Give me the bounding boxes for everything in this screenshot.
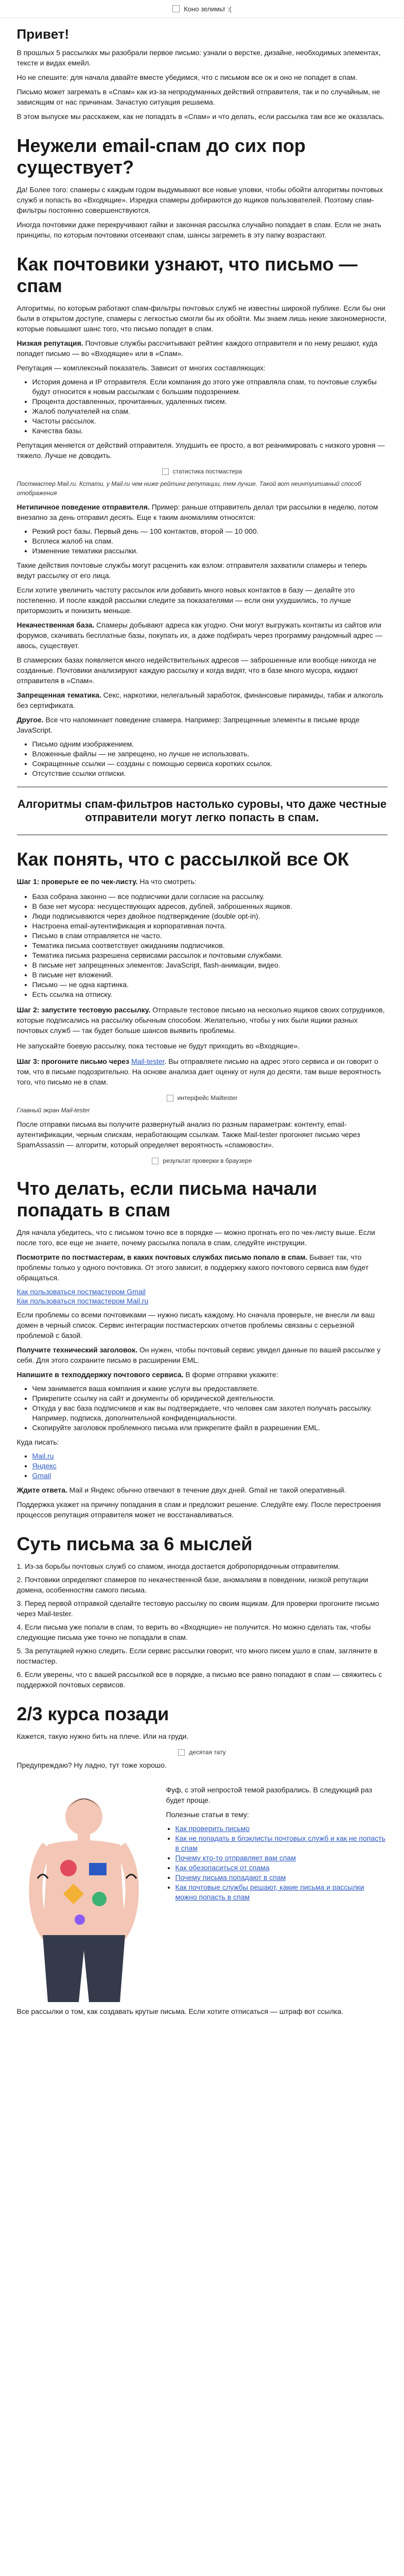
top-bar xyxy=(0,0,404,18)
text: Отправьте тестовое письмо на несколько ящиков своих сотрудников, которые подписались на рассылку обычным способом. Желательно, чтобы у них были ящики разных почтовых служб — так будет больше шансов выявить проблемы. xyxy=(16,1006,385,1035)
caption: Главный экран Mail-tester xyxy=(16,1107,90,1114)
sec2-list2 xyxy=(32,527,388,556)
intro-p4: В этом выпуске мы расскажем, как не попадать в «Спам» и что делать, если рассылка там все же оказалась. xyxy=(16,112,385,121)
lead: Другое. xyxy=(16,716,44,724)
sec4-p3: Если проблемы со всеми почтовиками — нужно писать каждому. Но сначала проверьте, не внесли ли ваш домен в черный список. Сервис интеграции постмастерских отчетов проблемы связаны с серьезной проблемой с базой. xyxy=(16,1311,375,1340)
list-item: • Качества базы. xyxy=(32,426,388,436)
side-text xyxy=(166,1781,388,2002)
text: Mail и Яндекс обычно отвечают в течение двух дней. Gmail не такой оперативный. xyxy=(67,1486,346,1494)
list-item: • В письме нет вложений. xyxy=(32,970,388,980)
helpful-link[interactable]: Как обезопаситься от спама xyxy=(175,1863,270,1872)
list-item: • В базе нет мусора: несуществующих адресов, дублей, заброшенных ящиков. xyxy=(32,902,388,911)
list-item: • Изменение тематики рассылки. xyxy=(32,546,388,556)
header-title: Коно зелимьт :( xyxy=(184,5,232,13)
list-item: • Тематика письма соответствует ожиданиям подписчиков. xyxy=(32,941,388,951)
lead: Ждите ответа. xyxy=(16,1486,67,1494)
broken-image-icon xyxy=(162,468,169,475)
text: Спамеры добывают адреса как угодно. Они могут выгружать контакты из сайтов или форумов, скачивать бесплатные базы, покупать их, а даже подбирать через программу рандомный адрес — авось, существует. xyxy=(16,621,382,650)
list-item: • Тематика письма разрешена сервисами рассылок и почтовыми службами. xyxy=(32,951,388,960)
list-item: • Письмо в спам отправляется не часто. xyxy=(32,931,388,941)
sec4-p8: Поддержка укажет на причину попадания в спам и предложит решение. Следуйте ему. После перестроения процессов репутация отправителя может не восстанавливаться. xyxy=(16,1500,381,1519)
list-item: • Откуда у вас база подписчиков и как вы подтверждаете, что человек сам захотел получать рассылку. Например, подписка, дополнительной конфиденциальности. xyxy=(32,1403,388,1423)
sec2-list3 xyxy=(32,739,388,778)
side-intro: Фуф, с этой непростой темой разобрались. В следующий раз будет проще. xyxy=(166,1786,372,1804)
callout: Алгоритмы спам-фильтров настолько суровы, что даже честные отправители могут легко попасть в спам. xyxy=(17,798,387,824)
list-item: • Есть ссылка на отписку. xyxy=(32,990,388,999)
mail-tester-link[interactable]: Mail-tester xyxy=(131,1057,165,1065)
lead: Шаг 2: запустите тестовую рассылку. xyxy=(16,1006,151,1014)
sec4-title: Что делать, если письма начали попадать в спам xyxy=(16,1178,318,1221)
text: В форме отправки укажите: xyxy=(183,1370,278,1379)
text: Он нужен, чтобы почтовый сервис увидел данные по вашей рассылке у себя. Для этого сохраните письмо в расширении EML. xyxy=(16,1346,381,1364)
sec4-p5 xyxy=(17,1369,388,1380)
image-placeholder xyxy=(17,1094,388,1101)
mailru-postmaster-link[interactable]: Как пользоваться постмастером Mail.ru xyxy=(16,1297,149,1305)
image-alt: десятая тату xyxy=(189,1749,226,1756)
list-item: • Всплеск жалоб на спам. xyxy=(32,536,388,546)
list-item: • Настроена email-аутентификация и корпоративная почта. xyxy=(32,921,388,931)
text: Все что напоминает поведение спамера. Например: Запрещенные элементы в письме вроде JavaScript. xyxy=(16,716,360,734)
list-item: • В письме нет запрещенных элементов: JavaScript, flash-анимации, видео. xyxy=(32,960,388,970)
sec2-p9: В спамерских базах появляется много недействительных адресов — заброшенные или вообще никогда не созданные. Почтовики анализируют каждую рассылку и когда видят, что в базе много мусора, кидают отправителя в «Спам». xyxy=(16,656,377,685)
broken-image-icon xyxy=(178,1749,185,1756)
mailru-support-link[interactable]: Mail.ru xyxy=(32,1452,54,1460)
sec2-p6: Такие действия почтовые службы могут расценить как взлом: отправителя захватили спамеры и теперь ведут рассылку от его лица. xyxy=(16,561,367,580)
lead: Шаг 1: проверьте ее по чек-листу. xyxy=(16,877,138,886)
sec6-p2: Предупреждаю? Ну ладно, тут тоже хорошо. xyxy=(16,1761,167,1769)
list-item: • Частоты рассылок. xyxy=(32,416,388,426)
sec2-p11 xyxy=(17,715,388,735)
list-item xyxy=(175,1883,388,1902)
yandex-support-link[interactable]: Яндекс xyxy=(32,1462,57,1470)
sec3-title: Как понять, что с рассылкой все ОК xyxy=(16,849,349,870)
list-item xyxy=(175,1863,388,1873)
sec2-title: Как почтовики узнают, что письмо — спам xyxy=(16,253,358,296)
intro-p1: В прошлых 5 рассылках мы разобрали первое письмо: узнали о верстке, дизайне, необходимых элементах, тексте и видах емейл. xyxy=(16,48,381,67)
checklist xyxy=(32,892,388,999)
text: . Вы отправляете письмо на адрес этого сервиса и он говорит о том, что в письме подозрительно. На основе анализа дает оценку от нуля до десяти, там выше вероятность того, что письмо не в спам. xyxy=(16,1057,381,1086)
sec2-list1 xyxy=(32,377,388,436)
summary-item: 5. За репутацией нужно следить. Если сервис рассылки говорит, что много писем ушло в спам, загляните в постмастер. xyxy=(16,1647,378,1665)
sec1-p1: Да! Более того: спамеры с каждым годом выдумывают все новые уловки, чтобы обойти алгоритмы почтовых служб и попасть во «Входящие». Изредка спамеры добираются до ящиков пользователей. Поэтому спам-фильтры постоянно совершенствуются. xyxy=(16,185,383,214)
gmail-support-link[interactable]: Gmail xyxy=(32,1471,51,1480)
lead: Запрещенная тематика. xyxy=(16,691,101,699)
image-alt: интерфейс Mailtester xyxy=(177,1094,238,1101)
list-item xyxy=(32,1451,388,1461)
list-item: • Прикрепите ссылку на сайт и документы об юридической деятельности. xyxy=(32,1394,388,1403)
text: Почтовые службы рассчитывают рейтинг каждого отправителя и по нему решают, куда попадет письмо — во «Входящие» или в «Спам». xyxy=(16,339,378,358)
sec2-p2 xyxy=(17,338,388,359)
list-item: • База собрана законно — все подписчики дали согласие на рассылку. xyxy=(32,892,388,902)
list-item: • История домена и IP отправителя. Если компания до этого уже отправляла спам, то почтовые службы будут относится к новым рассылкам с большим подозрением. xyxy=(32,377,388,397)
image-alt: статистика постмастера xyxy=(172,468,242,475)
list-item xyxy=(32,1471,388,1481)
list-item xyxy=(175,1873,388,1883)
list-item: • Скопируйте заголовок проблемного письма или прикрепите файл в разрешении EML. xyxy=(32,1423,388,1433)
list-item xyxy=(175,1853,388,1863)
list-item: • Письмо — не одна картинка. xyxy=(32,980,388,990)
sec4-p2 xyxy=(17,1252,388,1283)
sec2-p7: Если хотите увеличить частоту рассылок или добавить много новых контактов в базу — делайте это постепенно. И после каждой рассылки следите за показателями — если они ухудшились, то лучше притормозить и понизить меньше. xyxy=(16,586,355,615)
image-placeholder xyxy=(17,1157,388,1164)
list-item xyxy=(32,1461,388,1471)
list-item: • Сокращенные ссылки — созданы с помощью сервиса короткиx ссылок. xyxy=(32,759,388,769)
step-3 xyxy=(17,1056,388,1087)
lead: Напишите в техподдержку почтового сервиса. xyxy=(16,1370,184,1379)
lead: Низкая репутация. xyxy=(16,339,83,347)
sec2-p1: Алгоритмы, по которым работают спам-фильтры почтовых служб не известны широкой публике. Если бы они были в открытом доступе, спамеры с легкостью смогли бы их обойти. Мы знаем лишь некие закономерности, которые повышают шанс того, что письмо попадет в спам. xyxy=(16,304,387,333)
summary-item: 1. Из-за борьбы почтовых служб со спамом, иногда достается добропорядочным отправителям. xyxy=(16,1562,340,1570)
postmaster-links xyxy=(17,1287,388,1306)
list-item: • Письмо одним изображением. xyxy=(32,739,388,749)
helpful-link[interactable]: Как почтовые службы решают, какие письма и рассылки можно попасть в спам xyxy=(175,1883,364,1901)
broken-image-icon xyxy=(172,5,180,12)
image-placeholder xyxy=(17,468,388,475)
helpful-link[interactable]: Почему письма попадают в спам xyxy=(175,1873,286,1882)
content-wrap xyxy=(17,26,388,2016)
sec5-title: Суть письма за 6 мыслей xyxy=(16,1533,253,1554)
sec2-p8 xyxy=(17,620,388,651)
lead: Получите технический заголовок. xyxy=(16,1346,137,1354)
broken-image-icon xyxy=(167,1095,173,1101)
caption: Постмастер Mail.ru. Кстати, у Mail.ru чем ниже рейтинг репутации, тем лучше. Такой вот неинтуитивный способ отображения xyxy=(16,480,361,497)
sec6-title: 2/3 курса позади xyxy=(16,1703,169,1724)
list-item: • Жалоб получателей на спам. xyxy=(32,406,388,416)
list-item xyxy=(175,1824,388,1834)
image-placeholder xyxy=(17,1749,388,1756)
sec1-title: Неужели email-спам до сих пор существует? xyxy=(16,135,306,178)
list-item xyxy=(175,1834,388,1853)
sec2-p3: Репутация — комплексный показатель. Зависит от многих составляющих: xyxy=(16,364,266,372)
image-alt: результат проверки в браузере xyxy=(163,1157,252,1164)
summary-item: 3. Перед первой отправкой сделайте тестовую рассылку по своим ящикам. Для проверки прогоните письмо через Mail-tester. xyxy=(16,1599,379,1618)
summary-item: 2. Почтовики определяют спамеров по некачественной базе, аномалиям в поведении, низкой репутации домена, особенностям самого письма. xyxy=(16,1575,368,1594)
footer xyxy=(17,2006,388,2016)
helpful-link[interactable]: Как проверить письмо xyxy=(175,1824,250,1833)
step-1 xyxy=(17,876,388,887)
sec6-p1: Кажется, такую нужно бить на плече. Или на груди. xyxy=(16,1732,189,1740)
list-item: • Процента доставленных, прочитанных, удаленных писем. xyxy=(32,397,388,406)
sec4-p4 xyxy=(17,1345,388,1365)
lead: Посмотрите по постмастерам, в каких почтовых службах письмо попало в спам. xyxy=(16,1253,308,1261)
step-2b: Не запускайте боевую рассылку, пока тестовые не будут приходить во «Входящие». xyxy=(16,1042,300,1050)
list-item: • Отсутствие ссылки отписки. xyxy=(32,769,388,778)
footer-text: Все рассылки о том, как создавать крутые письма. Если хотите отписаться — штраф вот ссылка. xyxy=(16,2007,343,2015)
summary-item: 4. Если письма уже попали в спам, то верить во «Входящие» не получится. Но можно сделать так, чтобы следующие письма уже точно не попадали в спам. xyxy=(16,1623,371,1641)
intro-p2: Но не спешите: для начала давайте вместе убедимся, что с письмом все ок и оно не попадет в спам. xyxy=(16,73,358,81)
sec2-p10 xyxy=(17,690,388,710)
helpful-link[interactable]: Почему кто-то отправляет вам спам xyxy=(175,1854,296,1862)
summary-item: 6. Если уверены, что с вашей рассылкой все в порядке, а письмо все равно попадают в спам — свяжитесь с поддержкой почтовых сервисов. xyxy=(16,1670,382,1689)
sec1-p2: Иногда почтовики даже перекручивают гайки и законная рассылка случайно попадает в спам. Если не знать принципы, по которым почтовики отсеивают спам, шансы загреметь в эту папку возрастают. xyxy=(16,221,381,239)
list-item: • Резкий рост базы. Первый день — 100 контактов, второй — 10 000. xyxy=(32,527,388,536)
support-links xyxy=(32,1451,388,1481)
helpful-links xyxy=(175,1824,388,1902)
helpful-link[interactable]: Как не попадать в блэклисты почтовых служб и как не попасть в спам xyxy=(175,1834,385,1852)
sec3-p1: После отправки письма вы получите развернутый анализ по разным параметрам: контенту, email-аутентификации, черным спискам, неработающим ссылкам. Также Mail-tester прогоняет письмо через SpamAssassin — алгоритм, который определяет вероятность «спамовости». xyxy=(16,1120,360,1149)
text: На что смотреть: xyxy=(137,877,197,886)
final-row xyxy=(17,1781,388,2002)
lead: Нетипичное поведение отправителя. xyxy=(16,503,150,511)
gmail-postmaster-link[interactable]: Как пользоваться постмастером Gmail xyxy=(16,1287,146,1296)
lead: Шаг 3: прогоните письмо через xyxy=(16,1057,131,1065)
text: Пример: раньше отправитель делал три рассылки в неделю, потом внезапно за день отправил десять. Еще к таким аномалиям относятся: xyxy=(16,503,378,521)
person-illustration xyxy=(17,1781,151,2002)
tattoo-illustration xyxy=(17,1781,151,2002)
list-item: • Люди подписываются через двойное подтверждение (double opt-in). xyxy=(32,911,388,921)
sec4-p7 xyxy=(17,1485,388,1495)
sec2-p4: Репутация меняется от действий отправителя. Улудшить ее просто, а вот реанимировать с низкого уровня — тяжело. Лучше не доводить. xyxy=(16,441,385,460)
sec4-p6: Куда писать: xyxy=(16,1438,59,1446)
side-helpful: Полезные статьи в тему: xyxy=(166,1810,249,1819)
support-list xyxy=(32,1384,388,1433)
list-item: • Чем занимается ваша компания и какие услуги вы предоставляете. xyxy=(32,1384,388,1394)
sec4-p1: Для начала убедитесь, что с письмом точно все в порядке — можно прогнать его по чек-листу выше. Если после того, все еще не знаете, почему рассылка попала в спам, следуйте инструкции. xyxy=(16,1228,375,1247)
intro-p3: Письмо может загремать в «Спам» как из-за непродуманных действий отправителя, так и по случайным, не зависящим от нас причинам. Зачастую ситуация решаема. xyxy=(16,88,380,106)
text: Секс, наркотики, нелегальный заработок, финансовые пирамиды, табак и алкоголь без сертификата. xyxy=(16,691,383,709)
list-item: • Вложенные файлы — не запрещено, но лучше не использовать. xyxy=(32,749,388,759)
sec2-p5 xyxy=(17,502,388,522)
lead: Некачественная база. xyxy=(16,621,95,629)
broken-image-icon xyxy=(152,1158,159,1164)
step-2 xyxy=(17,1005,388,1036)
text: Бывает так, что проблемы только у одного почтовика. От этого зависит, в поддержку какого почтового сервиса вам будет обращаться. xyxy=(16,1253,369,1282)
greeting: Привет! xyxy=(16,26,69,42)
